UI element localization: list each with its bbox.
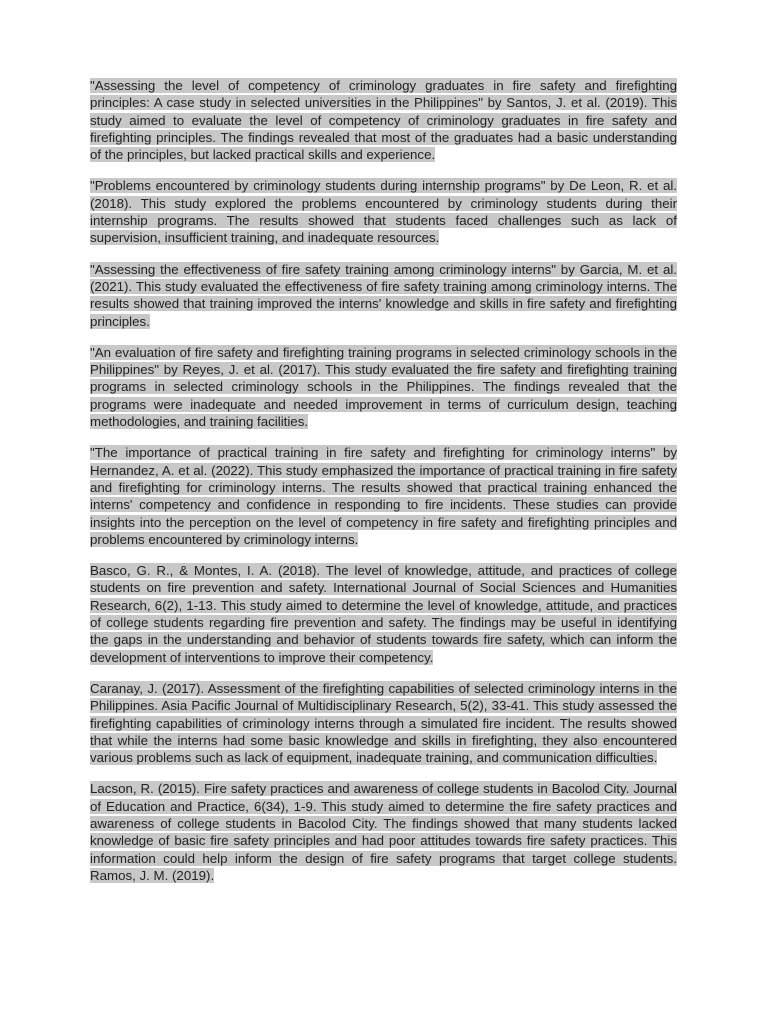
- paragraph-text: Basco, G. R., & Montes, I. A. (2018). The level of knowledge, attitude, and practices of college students on fire prevention and safety. International Journal of Social Sciences and Humanities Research, 6(2), 1-13. This study aimed to determine the level of knowledge, attitude, and practices of college students regarding fire prevention and safety. The findings may be useful in identifying the gaps in the understanding and behavior of students towards fire safety, which can inform the development of interventions to improve their competency.: [90, 563, 677, 665]
- paragraph-text: "Assessing the level of competency of criminology graduates in fire safety and firefighting principles: A case study in selected universities in the Philippines" by Santos, J. et al. (2019). This study aimed to evaluate the level of competency of criminology graduates in fire safety and firefighting principles. The findings revealed that most of the graduates had a basic understanding of the principles, but lacked practical skills and experience.: [90, 78, 677, 163]
- paragraph-text: "Problems encountered by criminology students during internship programs" by De Leon, R. et al. (2018). This study explored the problems encountered by criminology students during their internship programs. The results showed that students faced challenges such as lack of supervision, insufficient training, and inadequate resources.: [90, 178, 677, 246]
- paragraph-garcia-2021: [90, 261, 677, 330]
- paragraph-santos-2019: [90, 77, 677, 163]
- paragraph-text: Caranay, J. (2017). Assessment of the firefighting capabilities of selected criminology interns in the Philippines. Asia Pacific Journal of Multidisciplinary Research, 5(2), 33-41. This study assessed the firefighting capabilities of criminology interns through a simulated fire incident. The results showed that while the interns had some basic knowledge and skills in firefighting, they also encountered various problems such as lack of equipment, inadequate training, and communication difficulties.: [90, 680, 677, 766]
- paragraph-de-leon-2018: [90, 177, 677, 246]
- paragraph-reyes-2017: [90, 344, 677, 430]
- paragraph-text: "An evaluation of fire safety and firefighting training programs in selected criminology schools in the Philippines" by Reyes, J. et al. (2017). This study evaluated the fire safety and firefighting training programs in selected criminology schools in the Philippines. The findings revealed that the programs were inadequate and needed improvement in terms of curriculum design, teaching methodologies, and training facilities.: [90, 344, 677, 430]
- text-column: [90, 77, 677, 898]
- paragraph-hernandez-2022: [90, 444, 677, 548]
- paragraph-text: "The importance of practical training in fire safety and firefighting for criminology interns" by Hernandez, A. et al. (2022). This study emphasized the importance of practical training in fire safety and firefighting for criminology interns. The results showed that practical training enhanced the interns' competency and confidence in responding to fire incidents. These studies can provide insights into the perception on the level of competency in fire safety and firefighting principles and problems encountered by criminology interns.: [90, 445, 677, 547]
- paragraph-basco-montes-2018: [90, 562, 677, 666]
- paragraph-text: Lacson, R. (2015). Fire safety practices and awareness of college students in Bacolod City. Journal of Education and Practice, 6(34), 1-9. This study aimed to determine the fire safety practices and awareness of college students in Bacolod City. The findings showed that many students lacked knowledge of basic fire safety principles and had poor attitudes towards fire safety practices. This information could help inform the design of fire safety programs that target college students. Ramos, J. M. (2019).: [90, 781, 677, 883]
- paragraph-caranay-2017: [90, 680, 677, 766]
- paragraph-text: "Assessing the effectiveness of fire safety training among criminology interns" by Garcia, M. et al. (2021). This study evaluated the effectiveness of fire safety training among criminology interns. The results showed that training improved the interns' knowledge and skills in fire safety and firefighting principles.: [90, 261, 677, 329]
- paragraph-lacson-2015: [90, 780, 677, 884]
